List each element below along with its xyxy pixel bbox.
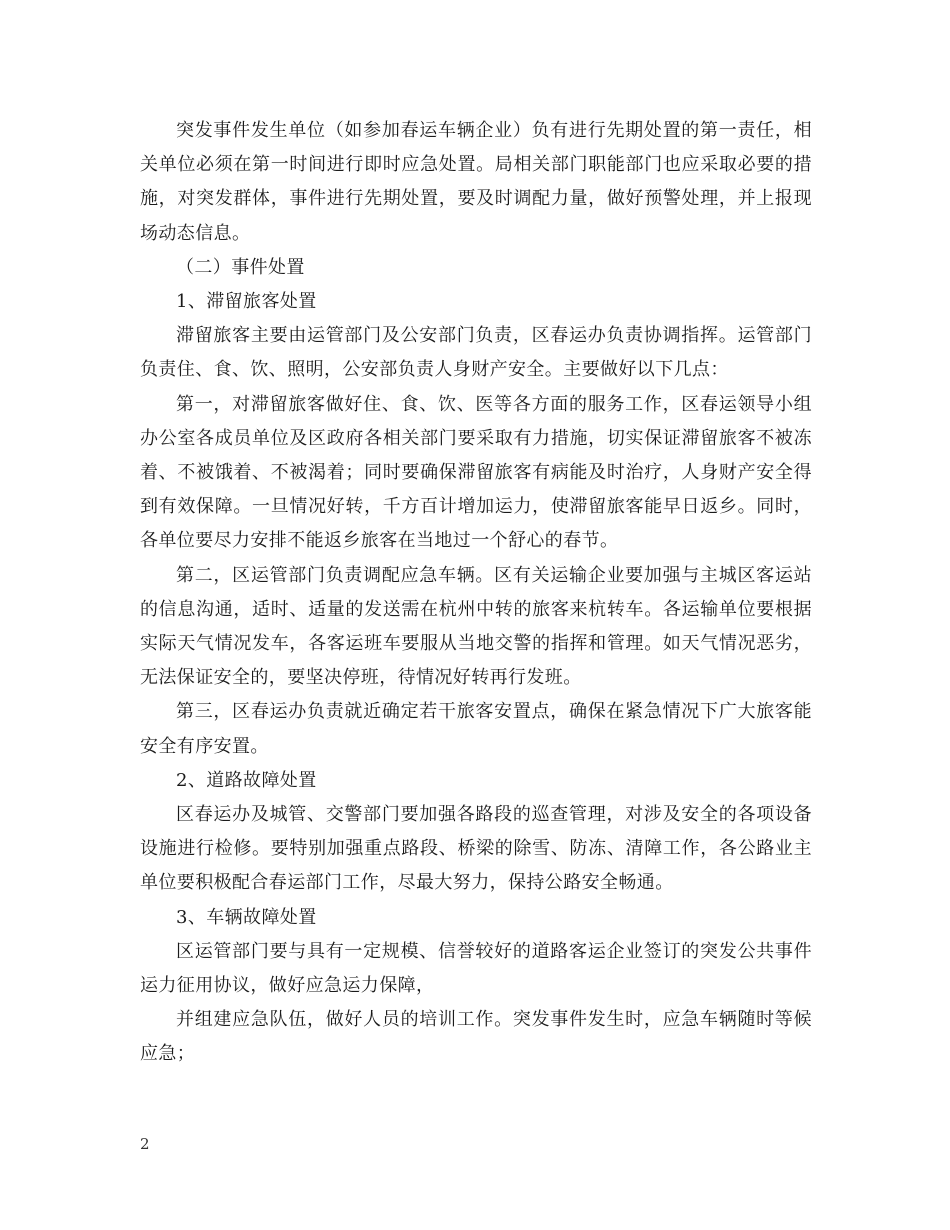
subsection-heading: 1、滞留旅客处置 [176, 291, 317, 313]
paragraph: 突发事件发生单位（如参加春运车辆企业）负有进行先期处置的第一责任，相关单位必须在第一时间进行即时应急处置。局相关部门职能部门也应采取必要的措施，对突发群体，事件进行先期处置，要及时调配力量，做好预警处理，并上报现场动态信息。 [140, 120, 812, 244]
document-body [140, 114, 812, 1072]
paragraph: 滞留旅客主要由运管部门及公安部门负责，区春运办负责协调指挥。运管部门负责住、食、饮、照明，公安部负责人身财产安全。主要做好以下几点： [140, 325, 812, 381]
paragraph: 区春运办及城管、交警部门要加强各路段的巡查管理，对涉及安全的各项设备设施进行检修。要特别加强重点路段、桥梁的除雪、防冻、清障工作，各公路业主单位要积极配合春运部门工作，尽最大努力，保持公路安全畅通。 [140, 804, 812, 894]
paragraph: 第一，对滞留旅客做好住、食、饮、医等各方面的服务工作，区春运领导小组办公室各成员单位及区政府各相关部门要采取有力措施，切实保证滞留旅客不被冻着、不被饿着、不被渴着；同时要确保滞留旅客有病能及时治疗，人身财产安全得到有效保障。一旦情况好转，千方百计增加运力，使滞留旅客能早日返乡。同时，各单位要尽力安排不能返乡旅客在当地过一个舒心的春节。 [140, 393, 812, 552]
paragraph: 区运管部门要与具有一定规模、信誉较好的道路客运企业签订的突发公共事件运力征用协议，做好应急运力保障， [140, 940, 812, 997]
paragraph: 第二，区运管部门负责调配应急车辆。区有关运输企业要加强与主城区客运站的信息沟通，适时、适量的发送需在杭州中转的旅客来杭转车。各运输单位要根据实际天气情况发车，各客运班车要服从当地交警的指挥和管理。如天气情况恶劣，无法保证安全的，要坚决停班，待情况好转再行发班。 [140, 564, 812, 689]
page-number: 2 [140, 1135, 150, 1153]
paragraph: 第三，区春运办负责就近确定若干旅客安置点，确保在紧急情况下广大旅客能安全有序安置。 [140, 701, 812, 757]
paragraph: 并组建应急队伍，做好人员的培训工作。突发事件发生时，应急车辆随时等候应急； [140, 1009, 812, 1065]
section-heading: （二）事件处置 [176, 256, 305, 278]
subsection-heading: 3、车辆故障处置 [176, 906, 317, 928]
subsection-heading: 2、道路故障处置 [176, 769, 317, 791]
